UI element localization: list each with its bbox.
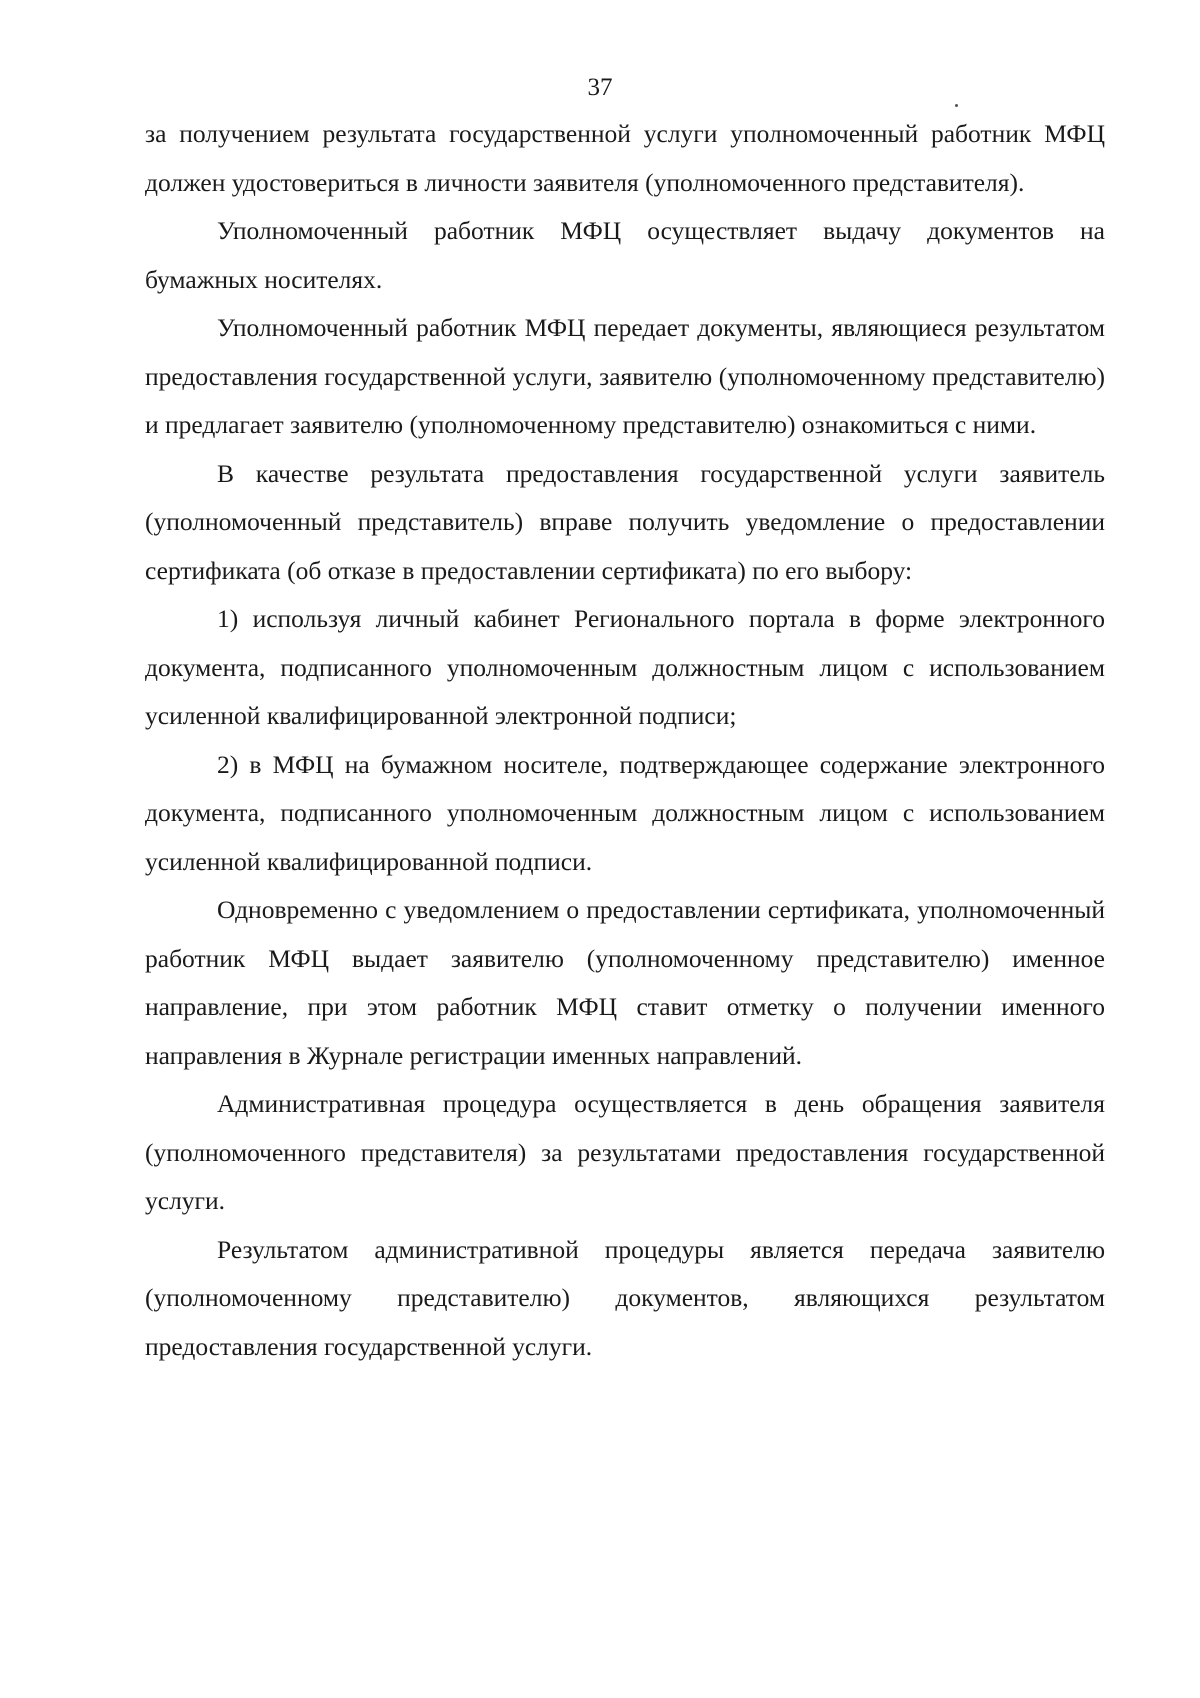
paragraph: Одновременно с уведомлением о предоставлении сертификата, уполномоченный работник МФЦ выдает заявителю (уполномоченному представителю) именное направление, при этом работник МФЦ ставит отметку о получении именного направления в Журнале регистрации именных направлений.: [145, 895, 1105, 1070]
paragraph: Результатом административной процедуры является передача заявителю (уполномоченному представителю) документов, являющихся результатом предоставления государственной услуги.: [145, 1234, 1105, 1361]
paragraph: Уполномоченный работник МФЦ передает документы, являющиеся результатом предоставления государственной услуги, заявителю (уполномоченному представителю) и предлагает заявителю (уполномоченному представителю) ознакомиться с ними.: [145, 313, 1105, 439]
list-item: 2) в МФЦ на бумажном носителе, подтверждающее содержание электронного документа, подписанного уполномоченным должностным лицом с использованием усиленной квалифицированной подписи.: [145, 749, 1105, 876]
paragraph: Административная процедура осуществляется в день обращения заявителя (уполномоченного представителя) за результатами предоставления государственной услуги.: [145, 1089, 1105, 1215]
page-number: 37: [587, 74, 613, 101]
paragraph-continuation: за получением результата государственной услуги уполномоченный работник МФЦ должен удостовериться в личности заявителя (уполномоченного представителя).: [145, 119, 1105, 197]
paragraph: В качестве результата предоставления государственной услуги заявитель (уполномоченный представитель) вправе получить уведомление о предоставлении сертификата (об отказе в предоставлении сертификата) по его выбору:: [145, 458, 1105, 585]
list-item: 1) используя личный кабинет Регионального портала в форме электронного документа, подписанного уполномоченным должностным лицом с использованием усиленной квалифицированной электронной подписи;: [145, 604, 1105, 730]
scan-speck: [955, 104, 958, 107]
document-body: [145, 110, 1105, 1371]
paragraph: Уполномоченный работник МФЦ осуществляет выдачу документов на бумажных носителях.: [145, 216, 1105, 294]
